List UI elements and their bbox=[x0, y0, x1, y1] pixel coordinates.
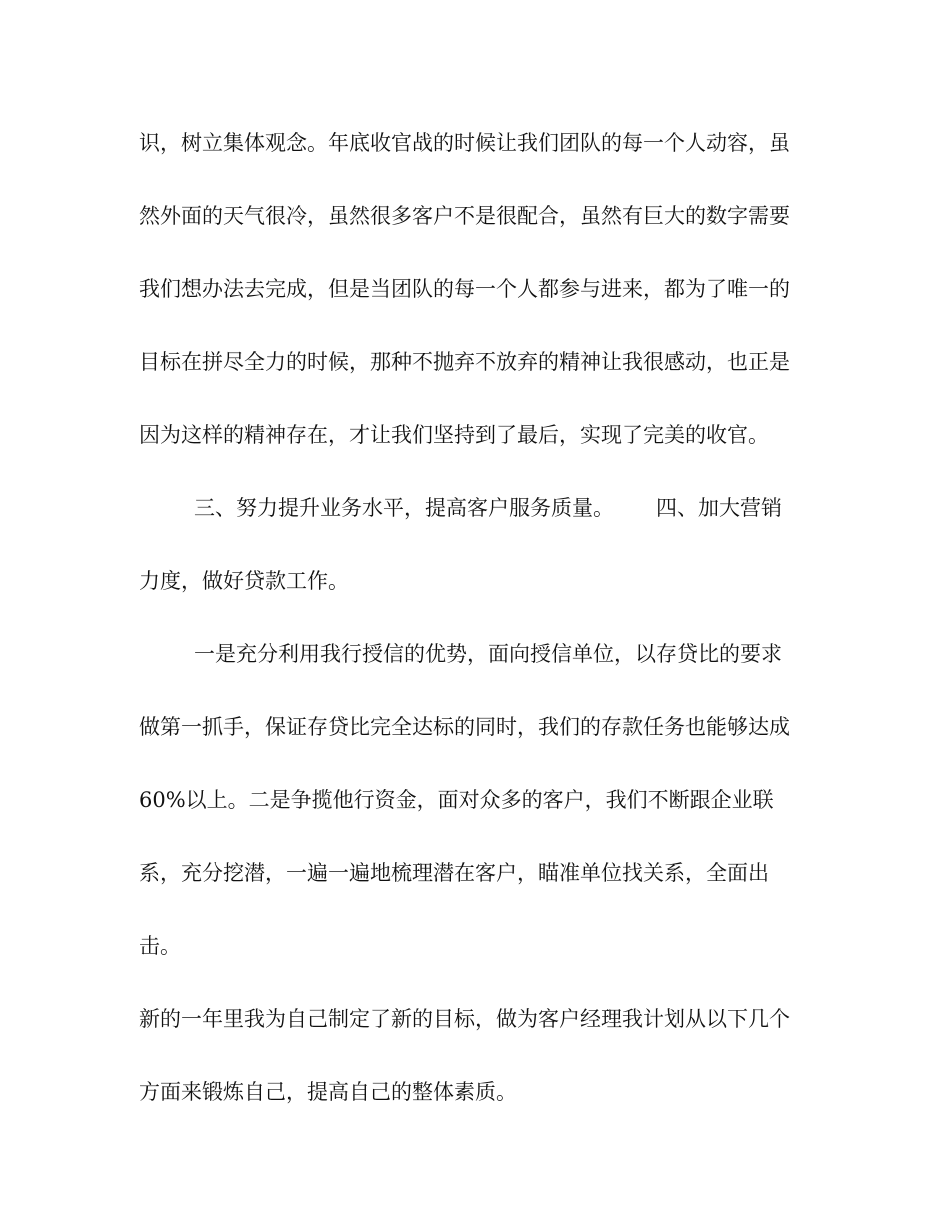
paragraph-line: 然外面的天气很冷，虽然很多客户不是很配合，虽然有巨大的数字需要 bbox=[139, 204, 790, 228]
section-heading-line bbox=[194, 493, 884, 523]
paragraph-line: 一是充分利用我行授信的优势，面向授信单位，以存贷比的要求 bbox=[194, 642, 782, 666]
paragraph-line: 我们想办法去完成，但是当团队的每一个人都参与进来，都为了唯一的 bbox=[139, 277, 790, 301]
section-heading-three: 三、努力提升业务水平，提高客户服务质量。 bbox=[194, 496, 614, 520]
paragraph-line: 方面来锻炼自己，提高自己的整体素质。 bbox=[139, 1080, 517, 1104]
paragraph-line: 系，充分挖潜，一遍一遍地梳理潜在客户，瞄准单位找关系，全面出 bbox=[139, 861, 769, 885]
section-heading-four: 四、加大营销 bbox=[656, 496, 782, 520]
paragraph-line: 因为这样的精神存在，才让我们坚持到了最后，实现了完美的收官。 bbox=[139, 423, 769, 447]
paragraph-line: 60%以上。二是争揽他行资金，面对众多的客户，我们不断跟企业联 bbox=[139, 788, 774, 812]
paragraph-line: 力度，做好贷款工作。 bbox=[139, 569, 349, 593]
paragraph-line: 识，树立集体观念。年底收官战的时候让我们团队的每一个人动容，虽 bbox=[139, 131, 790, 155]
paragraph-line: 击。 bbox=[139, 934, 181, 958]
paragraph-line: 新的一年里我为自己制定了新的目标，做为客户经理我计划从以下几个 bbox=[139, 1007, 790, 1031]
paragraph-line: 做第一抓手，保证存贷比完全达标的同时，我们的存款任务也能够达成 bbox=[139, 715, 790, 739]
paragraph-line: 目标在拼尽全力的时候，那种不抛弃不放弃的精神让我很感动，也正是 bbox=[139, 350, 790, 374]
